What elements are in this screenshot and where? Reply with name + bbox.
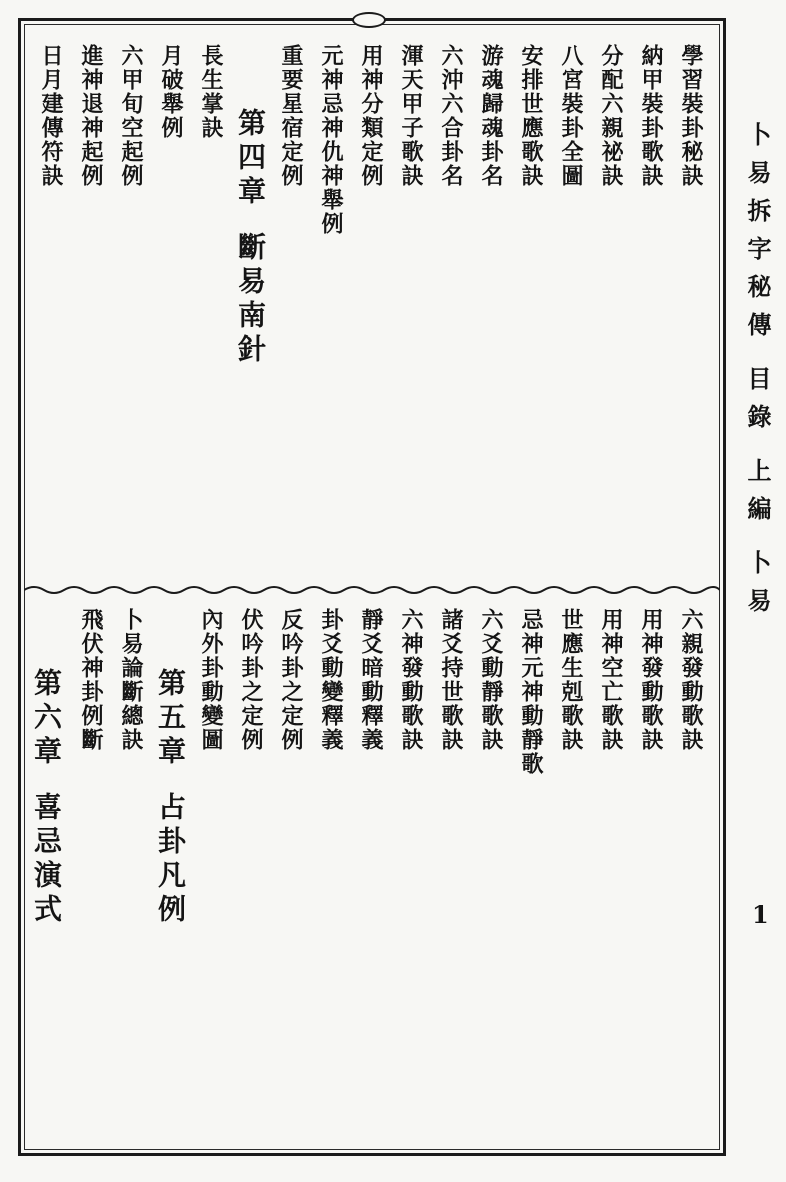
running-title-book: 卜易拆字秘傳 <box>743 122 772 350</box>
toc-entry: 內外卦動變圖 <box>198 608 224 752</box>
page-number: 1 <box>752 900 769 929</box>
toc-entry: 元神忌神仇神舉例 <box>318 44 344 236</box>
chapter-number: 第六章 <box>30 668 63 770</box>
chapter-title: 喜忌演式 <box>30 792 63 928</box>
toc-entry: 六神發動歌訣 <box>398 608 424 752</box>
toc-entry: 卜易論斷總訣 <box>118 608 144 752</box>
toc-entry: 游魂歸魂卦名 <box>478 44 504 188</box>
running-title-section: 目錄 <box>743 366 772 442</box>
toc-entry: 學習裝卦秘訣 <box>678 44 704 188</box>
toc-entry: 渾天甲子歌訣 <box>398 44 424 188</box>
chapter-title: 占卦凡例 <box>154 792 187 928</box>
toc-entry: 用神分類定例 <box>358 44 384 188</box>
running-title-part: 上編 <box>743 458 772 534</box>
toc-entry: 日月建傳符訣 <box>38 44 64 188</box>
chapter-number: 第五章 <box>154 668 187 770</box>
fold-mark <box>352 12 386 28</box>
toc-entry: 諸爻持世歌訣 <box>438 608 464 752</box>
toc-entry: 月破舉例 <box>158 44 184 140</box>
toc-entry: 進神退神起例 <box>78 44 104 188</box>
chapter-heading <box>234 108 266 368</box>
toc-entry: 用神空亡歌訣 <box>598 608 624 752</box>
running-title <box>742 122 772 626</box>
toc-entry: 飛伏神卦例斷 <box>78 608 104 752</box>
toc-entry: 反吟卦之定例 <box>278 608 304 752</box>
toc-entry: 靜爻暗動釋義 <box>358 608 384 752</box>
toc-entry: 八宮裝卦全圖 <box>558 44 584 188</box>
toc-entry: 六甲旬空起例 <box>118 44 144 188</box>
chapter-title: 斷易南針 <box>234 232 267 368</box>
wavy-divider <box>24 582 720 598</box>
running-title-sub: 卜易 <box>743 550 772 626</box>
chapter-heading <box>154 668 186 928</box>
toc-entry: 六親發動歌訣 <box>678 608 704 752</box>
toc-entry: 安排世應歌訣 <box>518 44 544 188</box>
toc-entry: 重要星宿定例 <box>278 44 304 188</box>
toc-entry: 納甲裝卦歌訣 <box>638 44 664 188</box>
toc-entry: 六沖六合卦名 <box>438 44 464 188</box>
toc-entry: 長生掌訣 <box>198 44 224 140</box>
toc-entry: 卦爻動變釋義 <box>318 608 344 752</box>
toc-entry: 伏吟卦之定例 <box>238 608 264 752</box>
chapter-heading <box>30 668 62 928</box>
toc-entry: 忌神元神動靜歌 <box>518 608 544 776</box>
toc-entry: 分配六親祕訣 <box>598 44 624 188</box>
toc-entry: 世應生剋歌訣 <box>558 608 584 752</box>
chapter-number: 第四章 <box>234 108 267 210</box>
toc-entry: 六爻動靜歌訣 <box>478 608 504 752</box>
toc-entry: 用神發動歌訣 <box>638 608 664 752</box>
